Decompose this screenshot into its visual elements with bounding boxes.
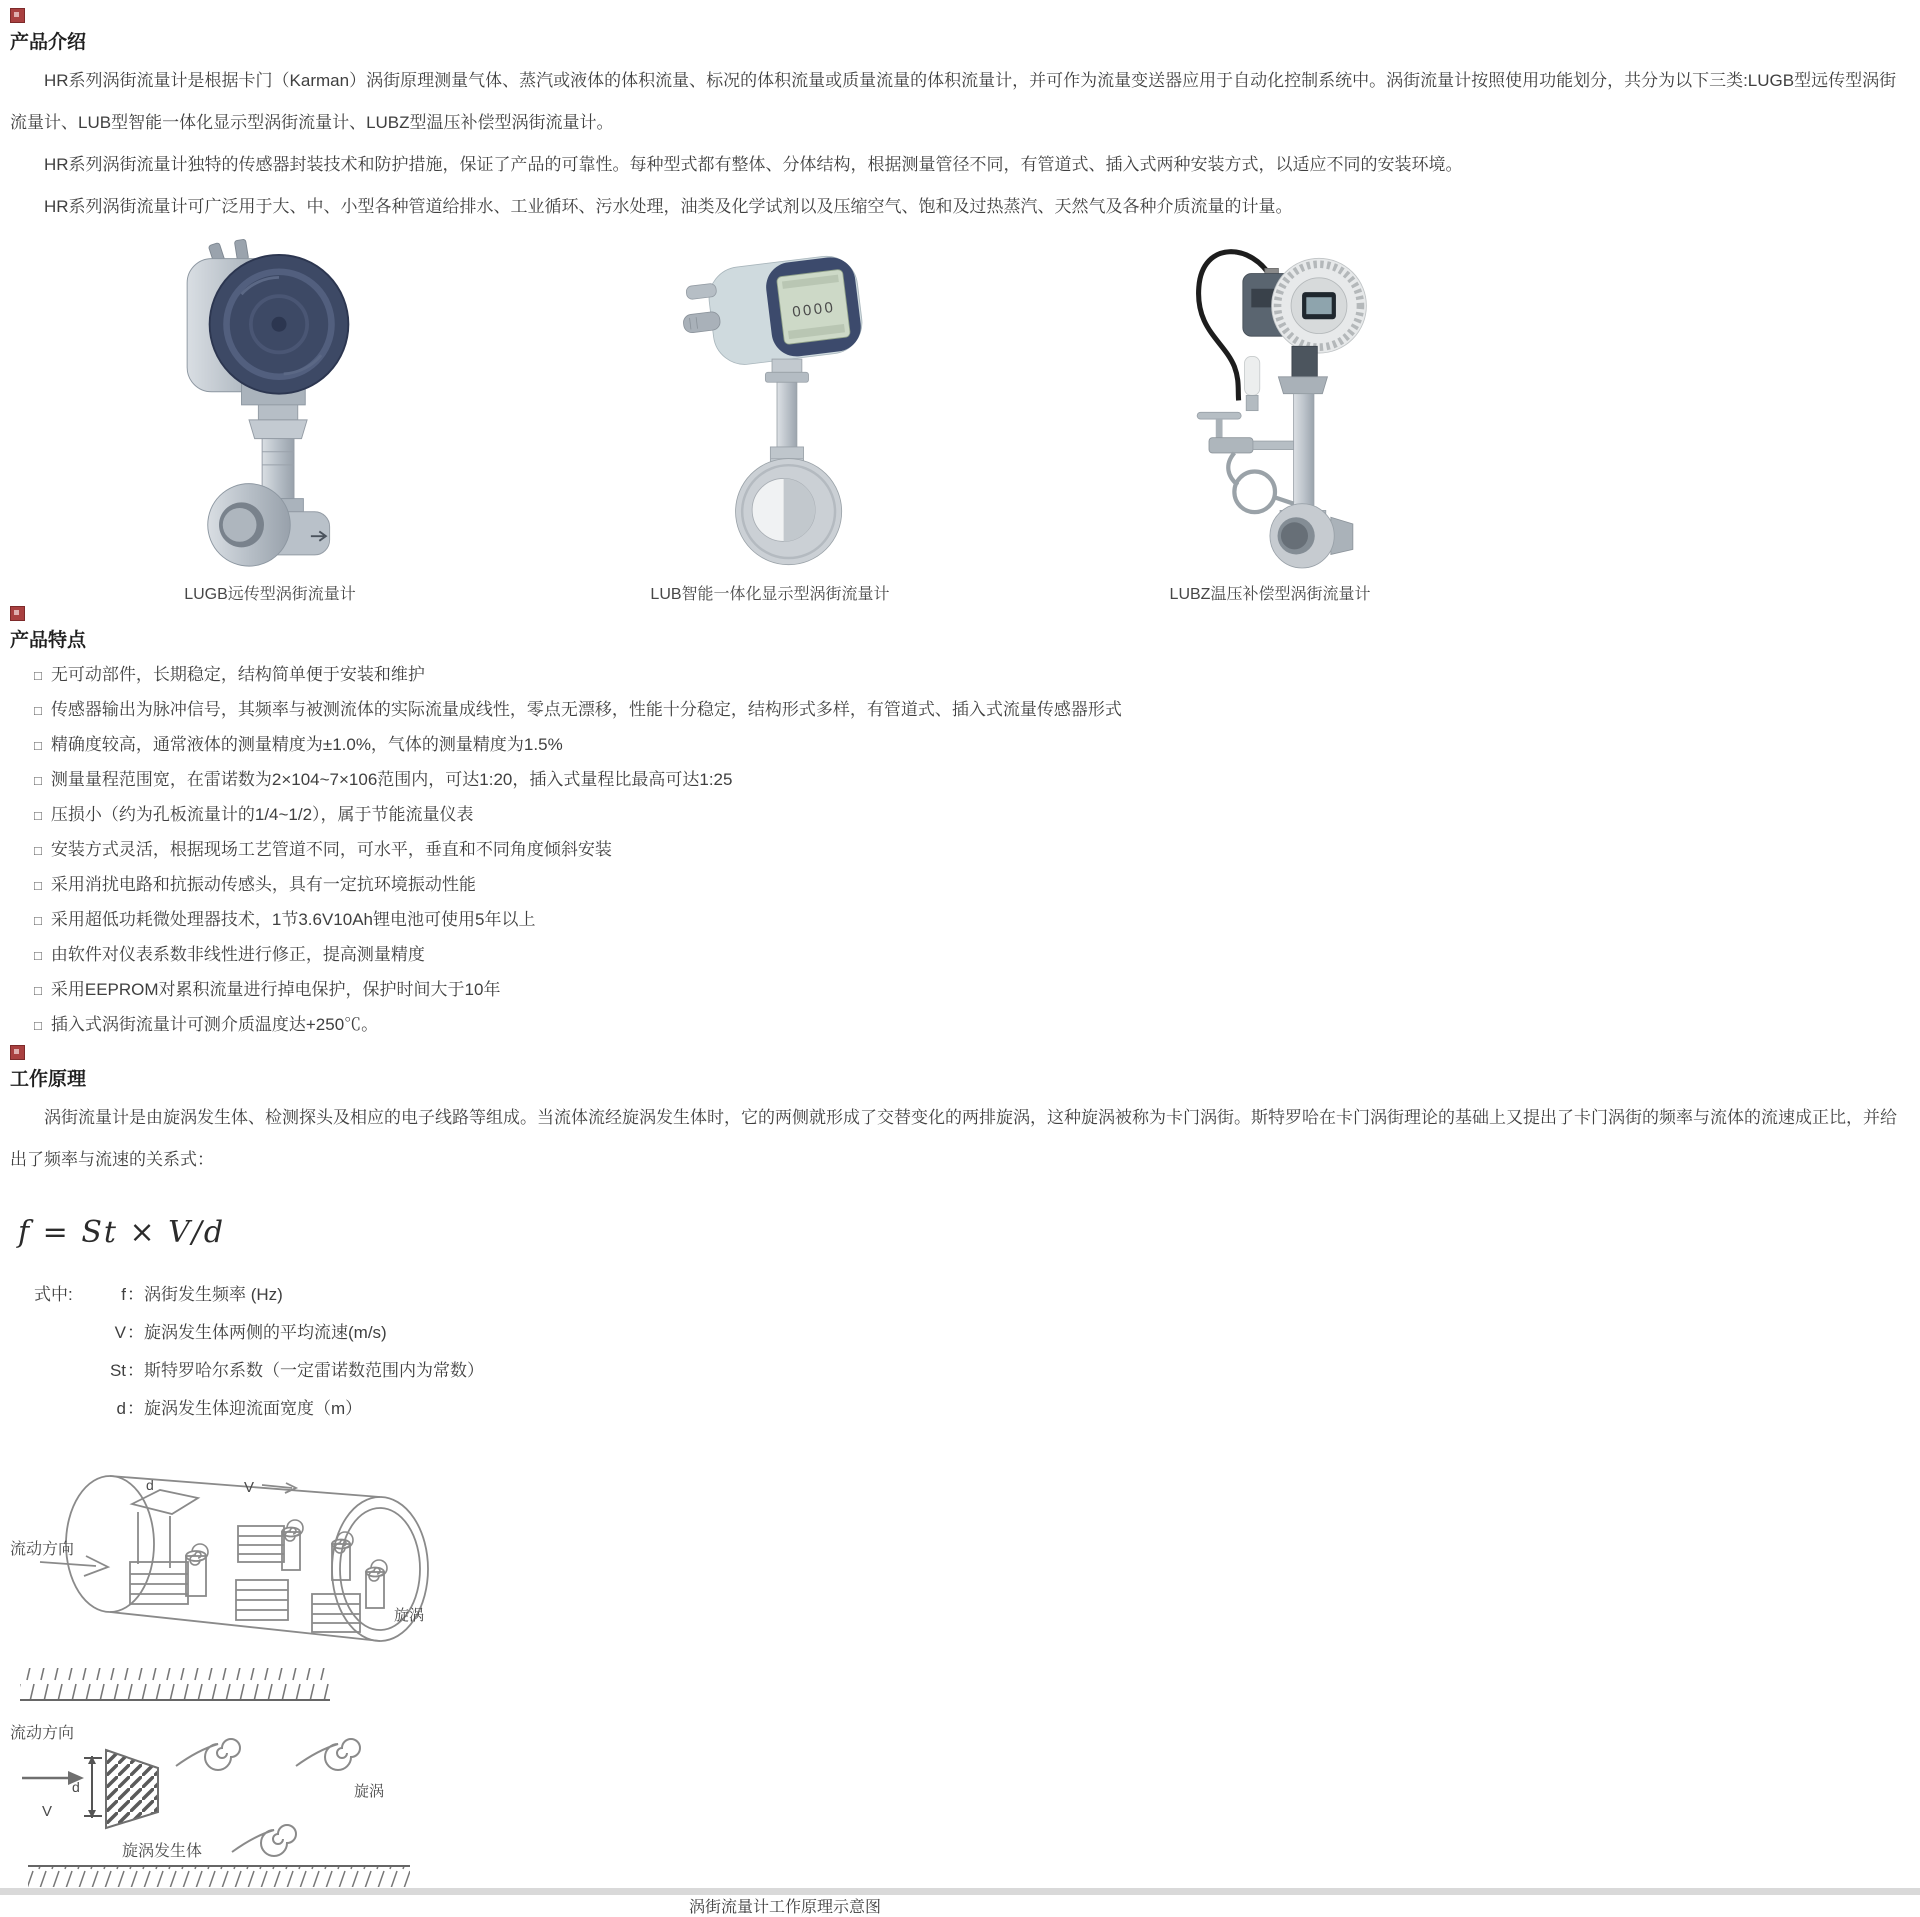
feature-item: □ 插入式涡街流量计可测介质温度达+250℃。 (34, 1015, 379, 1034)
definition-row: V：旋涡发生体两侧的平均流速(m/s) (114, 1323, 387, 1342)
definition-row: d：旋涡发生体迎流面宽度（m） (116, 1399, 363, 1418)
definition-row: St：斯特罗哈尔系数（一定雷诺数范围内为常数） (109, 1361, 484, 1380)
vortex-generator-label: 旋涡发生体 (122, 1843, 203, 1860)
feature-item: □ 安装方式灵活，根据现场工艺管道不同，可水平，垂直和不同角度倾斜安装 (34, 840, 612, 859)
principle-paragraph: 涡街流量计是由旋涡发生体、检测探头及相应的电子线路等组成。当流体流经旋涡发生体时，它的两侧就形成了交替变化的两排旋涡，这种旋涡被称为卡门涡街。斯特罗哈在卡门涡街理论的基础上又提出了卡门涡街的频率与流体的流速成正比，并给出了频率与流速的关系式： (10, 1108, 1897, 1169)
intro-paragraph-3: HR系列涡街流量计可广泛用于大、中、小型各种管道给排水、工业循环、污水处理，油类及化学试剂以及压缩空气、饱和及过热蒸汽、天然气及各种介质流量的计量。 (44, 197, 1293, 216)
square-bullet-icon: □ (34, 738, 42, 753)
velocity-label: V (244, 1479, 255, 1496)
formula: f = St × V/d (18, 1215, 226, 1250)
section-marker-icon (10, 1045, 25, 1060)
product-lub (520, 238, 1020, 604)
where-label: 式中: (34, 1285, 73, 1304)
square-bullet-icon: □ (34, 668, 42, 683)
square-bullet-icon: □ (34, 983, 42, 998)
d-label: d (146, 1477, 154, 1493)
product-images-row (20, 238, 1520, 604)
feature-item: □ 传感器输出为脉冲信号，其频率与被测流体的实际流量成线性，零点无漂移，性能十分稳定，结构形式多样，有管道式、插入式流量传感器形式 (34, 700, 1122, 719)
product-caption-lugb: LUGB远传型涡街流量计 (184, 586, 356, 603)
feature-item: □ 无可动部件，长期稳定，结构简单便于安装和维护 (34, 665, 425, 684)
square-bullet-icon: □ (34, 913, 42, 928)
vortex-label: 旋涡 (354, 1783, 385, 1800)
product-caption-lubz: LUBZ温压补偿型涡街流量计 (1169, 586, 1371, 603)
intro-title: 产品介绍 (10, 32, 87, 53)
square-bullet-icon: □ (34, 808, 42, 823)
page-bottom-edge (0, 1888, 1920, 1895)
product-lubz (1020, 238, 1520, 604)
velocity-label: V (42, 1803, 53, 1820)
principle-title: 工作原理 (10, 1069, 87, 1090)
feature-item: □ 压损小（约为孔板流量计的1/4~1/2），属于节能流量仪表 (34, 805, 474, 824)
square-bullet-icon: □ (34, 1018, 42, 1033)
square-bullet-icon: □ (34, 773, 42, 788)
definition-row: 式中: f：涡街发生频率 (Hz) (34, 1276, 1920, 1314)
symbol-definitions (34, 1276, 1920, 1428)
square-bullet-icon: □ (34, 843, 42, 858)
intro-paragraph-2: HR系列涡街流量计独特的传感器封装技术和防护措施，保证了产品的可靠性。每种型式都有整体、分体结构，根据测量管径不同，有管道式、插入式两种安装方式，以适应不同的安装环境。 (44, 155, 1463, 174)
lub-product-image (646, 238, 895, 568)
pipe-vortex-diagram (10, 1444, 470, 1712)
feature-item: □ 采用消扰电路和抗振动传感头，具有一定抗环境振动性能 (34, 875, 476, 894)
features-list (10, 658, 1920, 1043)
features-title: 产品特点 (10, 630, 87, 651)
flow-direction-label: 流动方向 (10, 1541, 75, 1558)
lugb-product-image (129, 238, 410, 568)
section-marker-icon (10, 606, 25, 621)
product-lugb (20, 238, 520, 604)
section-marker-icon (10, 8, 25, 23)
lubz-product-image (1143, 238, 1397, 568)
feature-item: □ 采用EEPROM对累积流量进行掉电保护，保护时间大于10年 (34, 980, 501, 999)
square-bullet-icon: □ (34, 878, 42, 893)
feature-item: □ 采用超低功耗微处理器技术，1节3.6V10Ah锂电池可使用5年以上 (34, 910, 536, 929)
square-bullet-icon: □ (34, 948, 42, 963)
diagram-caption: 涡街流量计工作原理示意图 (688, 1899, 881, 1916)
product-caption-lub: LUB智能一体化显示型涡街流量计 (650, 586, 890, 603)
bluff-body-diagram (10, 1716, 430, 1888)
feature-item: □ 精确度较高，通常液体的测量精度为±1.0%，气体的测量精度为1.5% (34, 735, 563, 754)
lcd-display-value: 0000 (791, 298, 836, 321)
feature-item: □ 由软件对仪表系数非线性进行修正，提高测量精度 (34, 945, 425, 964)
square-bullet-icon: □ (34, 703, 42, 718)
flow-direction-label: 流动方向 (10, 1725, 75, 1742)
vortex-label: 旋涡 (394, 1607, 425, 1624)
d-label: d (72, 1779, 80, 1795)
intro-paragraph-1: HR系列涡街流量计是根据卡门（Karman）涡街原理测量气体、蒸汽或液体的体积流量、标况的体积流量或质量流量的体积流量计，并可作为流量变送器应用于自动化控制系统中。涡街流量计按照使用功能划分，共分为以下三类:LUGB型远传型涡街流量计、LUB型智能一体化显示型涡街流量计、LUBZ型温压补偿型涡街流量计。 (10, 71, 1897, 132)
feature-item: □ 测量量程范围宽，在雷诺数为2×104~7×106范围内，可达1:20，插入式量程比最高可达1:25 (34, 770, 733, 789)
